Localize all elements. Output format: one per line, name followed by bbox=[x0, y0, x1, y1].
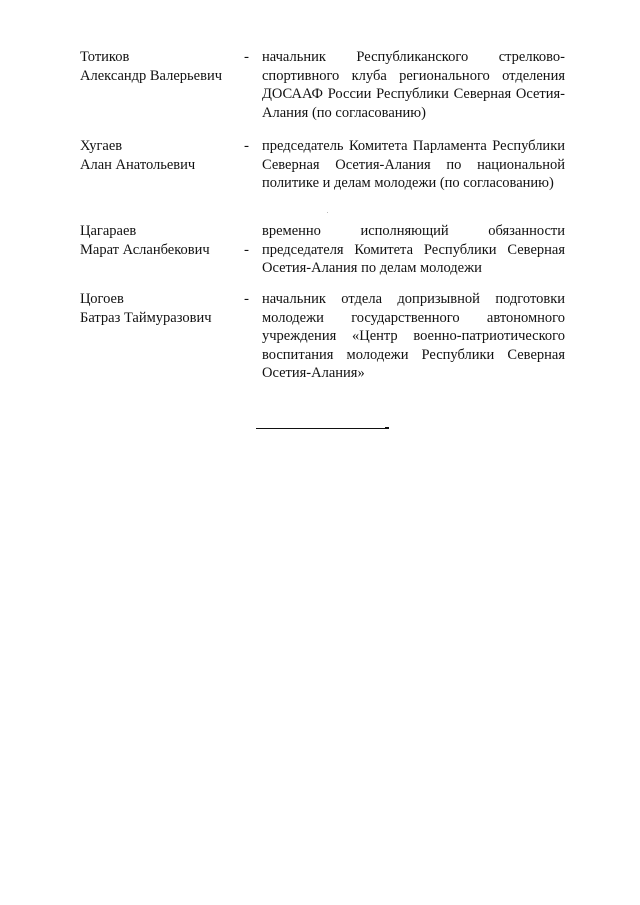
scan-speck bbox=[327, 212, 328, 213]
member-given-names: Батраз Таймуразович bbox=[80, 309, 212, 326]
member-name bbox=[80, 137, 250, 174]
member-given-names: Александр Валерьевич bbox=[80, 67, 222, 84]
member-surname: Цогоев bbox=[80, 291, 124, 307]
member-surname: Хугаев bbox=[80, 138, 123, 154]
member-given-names: Марат Асланбекович bbox=[80, 241, 210, 258]
member-position: председатель Комитета Парламента Республики Северная Осетия-Алания по национальной политике и делам молодежи (по согласованию) bbox=[262, 138, 565, 191]
member-position: временно исполняющий обязанности председателя Комитета Республики Северная Осетия-Алания по делам молодежи bbox=[262, 223, 565, 276]
dash-separator: - bbox=[244, 138, 249, 154]
member-given-names: Алан Анатольевич bbox=[80, 156, 196, 173]
member-surname: Тотиков bbox=[80, 49, 130, 65]
member-position: начальник Республиканского стрелково-спортивного клуба регионального отделения ДОСААФ России Республики Северная Осетия-Алания (по согласованию) bbox=[262, 49, 565, 121]
end-of-list-rule bbox=[256, 428, 385, 429]
dash-separator: - bbox=[244, 242, 249, 258]
member-surname: Цагараев bbox=[80, 223, 137, 239]
dash-separator: - bbox=[244, 49, 249, 65]
member-name bbox=[80, 48, 250, 85]
member-name bbox=[80, 222, 250, 259]
dash-separator: - bbox=[244, 291, 249, 307]
end-of-list-rule-tick bbox=[385, 427, 389, 429]
member-position: начальник отдела допризывной подготовки молодежи государственного автономного учреждения «Центр военно-патриотического воспитания молодежи Республики Северная Осетия-Алания» bbox=[262, 291, 565, 381]
member-name bbox=[80, 290, 250, 327]
